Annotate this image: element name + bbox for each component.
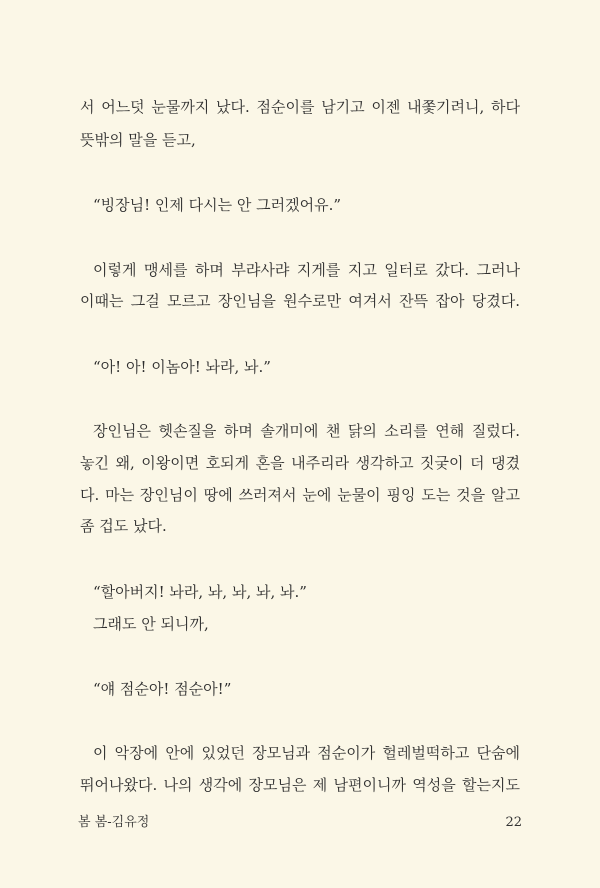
- dialogue-line: “할아버지! 놔라, 놔, 놔, 놔, 놔.”: [93, 583, 307, 601]
- text-line: 이 악장에 안에 있었던 장모님과 점순이가 헐레벌떡하고 단숨에: [93, 744, 520, 762]
- text-line: 이렇게 맹세를 하며 부랴사랴 지게를 지고 일터로 갔다. 그러나: [93, 261, 520, 279]
- text-line: 다. 마는 장인님이 땅에 쓰러져서 눈에 눈물이 핑잉 도는 것을 알고: [80, 486, 520, 504]
- text-line: 이때는 그걸 모르고 장인님을 원수로만 여겨서 잔뜩 잡아 당겼다.: [80, 292, 520, 310]
- dialogue-line: “빙장님! 인제 다시는 안 그러겠어유.”: [93, 196, 342, 214]
- page-number: 22: [505, 815, 522, 830]
- text-line: 장인님은 헷손질을 하며 솔개미에 챈 닭의 소리를 연해 질렀다.: [93, 422, 520, 440]
- text-line: 좀 겁도 났다.: [80, 517, 167, 535]
- text-line: 뛰어나왔다. 나의 생각에 장모님은 제 남편이니까 역성을 할는지도: [80, 776, 520, 794]
- text-line: 그래도 안 되니까,: [93, 615, 209, 633]
- dialogue-line: “얘 점순아! 점순아!”: [93, 680, 232, 698]
- text-line: 서 어느덧 눈물까지 났다. 점순이를 남기고 이젠 내쫓기려니, 하다: [80, 98, 520, 116]
- text-line: 뜻밖의 말을 듣고,: [80, 131, 196, 149]
- dialogue-line: “아! 아! 이놈아! 놔라, 놔.”: [93, 358, 271, 376]
- footer-title: 봄 봄-김유정: [78, 815, 150, 830]
- text-line: 놓긴 왜, 이왕이면 호되게 혼을 내주리라 생각하고 짓궂이 더 댕겼: [80, 454, 520, 472]
